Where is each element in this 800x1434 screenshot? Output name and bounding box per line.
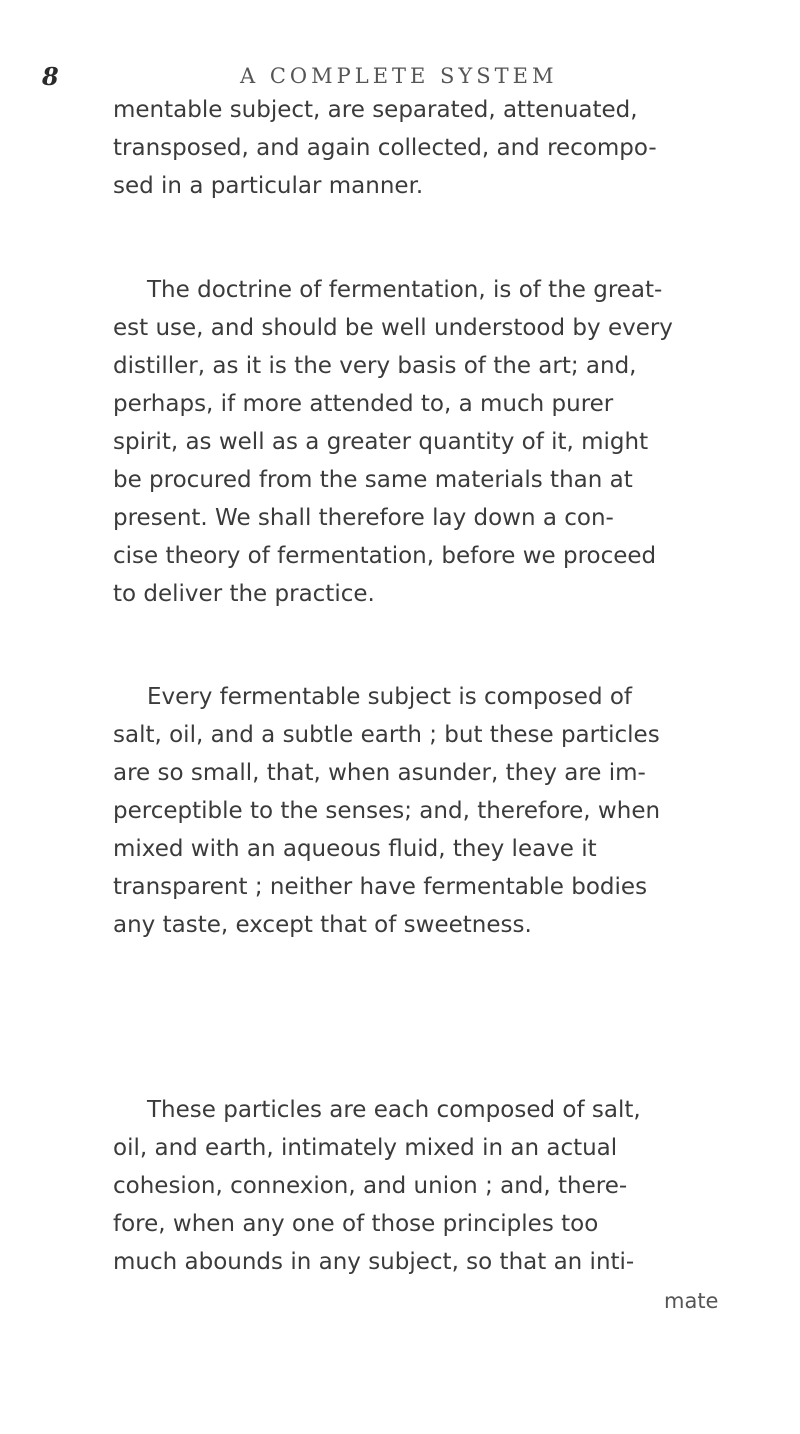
text-line: distiller, as it is the very basis of the art; and, — [113, 353, 637, 379]
text-line: fore, when any one of those principles too — [113, 1211, 599, 1237]
text-line: perceptible to the senses; and, therefore, when — [113, 798, 661, 824]
page-number: 8 — [42, 62, 59, 91]
text-line: cohesion, connexion, and union ; and, there- — [113, 1173, 628, 1199]
text-line: oil, and earth, intimately mixed in an actual — [113, 1135, 618, 1161]
text-line: perhaps, if more attended to, a much purer — [113, 391, 614, 417]
text-line: any taste, except that of sweetness. — [113, 912, 532, 938]
text-line: present. We shall therefore lay down a con- — [113, 505, 614, 531]
running-title: A COMPLETE SYSTEM — [240, 64, 558, 88]
text-line: are so small, that, when asunder, they are im- — [113, 760, 646, 786]
text-line: transparent ; neither have fermentable bodies — [113, 874, 648, 900]
text-line: mixed with an aqueous fluid, they leave it — [113, 836, 597, 862]
catchword: mate — [664, 1289, 719, 1313]
text-line: mentable subject, are separated, attenuated, — [113, 97, 638, 123]
text-line: These particles are each composed of salt, — [147, 1097, 641, 1123]
text-line: much abounds in any subject, so that an inti- — [113, 1249, 635, 1275]
text-line: cise theory of fermentation, before we proceed — [113, 543, 657, 569]
text-line: sed in a particular manner. — [113, 173, 424, 199]
text-line: Every fermentable subject is composed of — [147, 684, 633, 710]
text-line: The doctrine of fermentation, is of the great- — [147, 277, 663, 303]
text-line: salt, oil, and a subtle earth ; but these particles — [113, 722, 660, 748]
text-line: spirit, as well as a greater quantity of it, might — [113, 429, 649, 455]
text-line: transposed, and again collected, and recompo- — [113, 135, 657, 161]
text-line: to deliver the practice. — [113, 581, 375, 607]
text-line: be procured from the same materials than at — [113, 467, 633, 493]
text-line: est use, and should be well understood by every — [113, 315, 673, 341]
